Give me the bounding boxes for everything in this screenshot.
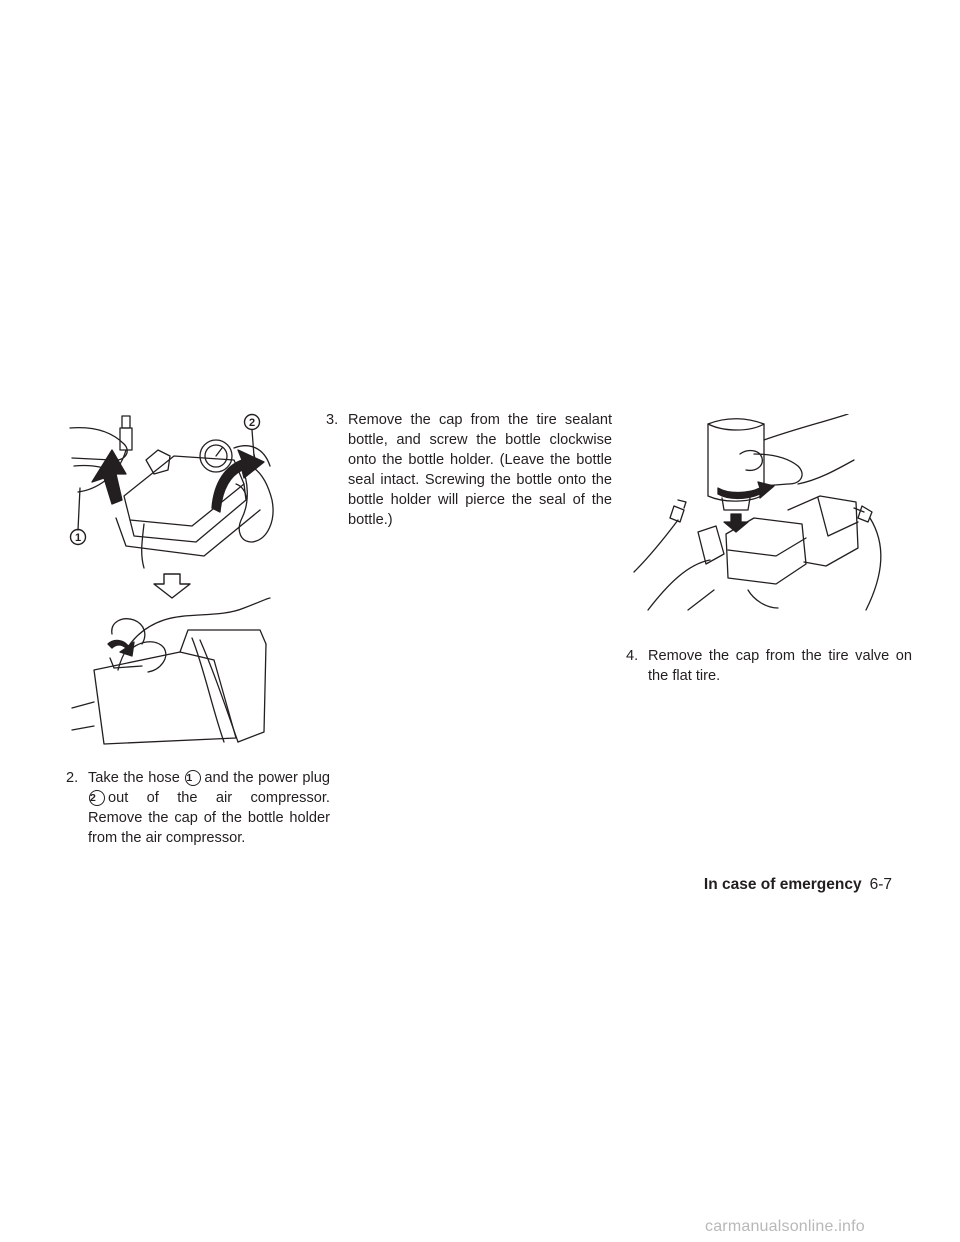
step-4-text — [626, 646, 912, 686]
page-footer — [704, 876, 892, 894]
step-2-text-c: out of the air compressor. Remove the cap of the bottle holder from the air compressor. — [88, 790, 330, 846]
callout-1-badge: 1 — [185, 770, 201, 786]
step-3-text — [326, 410, 612, 530]
figure-remove-hose-and-plug — [64, 408, 284, 748]
step-2-text-a: Take the hose — [88, 770, 180, 786]
figure-callout-2: 2 — [248, 417, 256, 429]
step-2-number: 2. — [66, 770, 79, 786]
figure-screw-bottle-onto-holder — [628, 414, 894, 614]
callout-2-badge: 2 — [89, 790, 105, 806]
footer-page-number: 6-7 — [869, 876, 892, 893]
figure-callout-1: 1 — [74, 532, 82, 544]
step-3-body: Remove the cap from the tire sealant bottle, and screw the bottle clockwise onto the bottle holder. (Leave the bottle seal intact. Screwing the bottle onto the bottle holder will pierce the seal of the bottle.) — [348, 412, 612, 528]
step-2-text — [66, 768, 330, 848]
step-4-body: Remove the cap from the tire valve on the flat tire. — [648, 648, 912, 684]
step-3-number: 3. — [326, 412, 339, 428]
footer-section-title: In case of emergency — [703, 876, 862, 893]
watermark: carmanualsonline.info — [705, 1218, 865, 1235]
step-2-text-b: and the power plug — [204, 770, 330, 786]
step-4-number: 4. — [626, 648, 639, 664]
